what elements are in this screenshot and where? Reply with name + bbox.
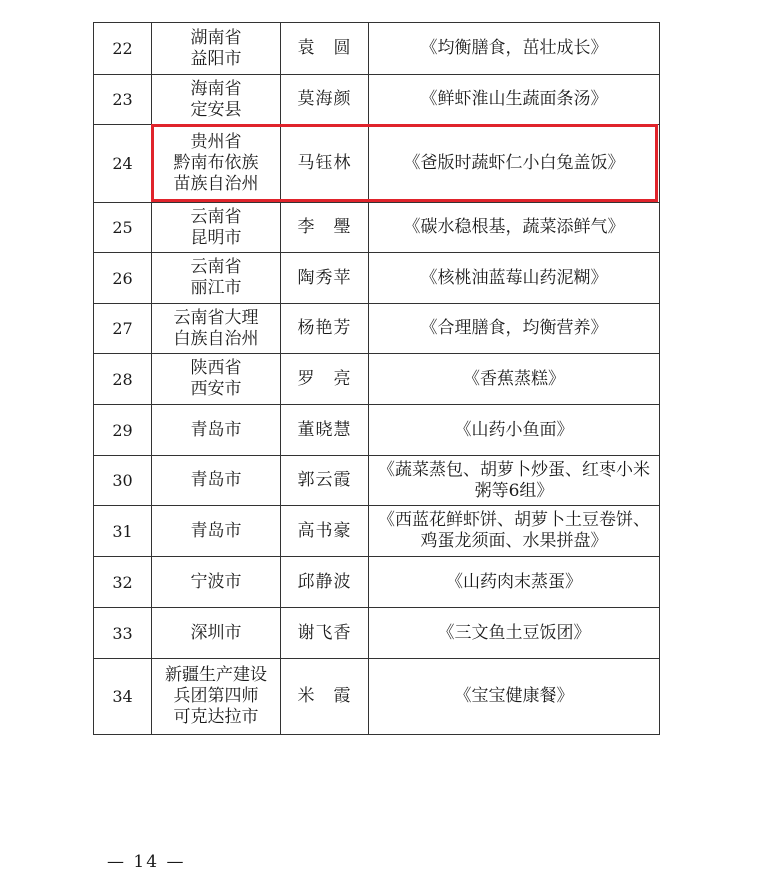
row-author-name: 谢飞香: [281, 608, 369, 659]
region-line: 黔南布依族: [173, 153, 259, 173]
row-region: [152, 659, 281, 735]
region-line: 西安市: [190, 379, 242, 399]
row-author-name: 杨艳芳: [281, 304, 369, 354]
page-number: — 14 —: [107, 852, 186, 872]
table-row: [94, 506, 660, 557]
row-number: 28: [94, 354, 152, 405]
entries-table-body: [94, 23, 660, 735]
table-row: [94, 125, 660, 203]
row-region: [152, 125, 281, 203]
region-line: 定安县: [190, 99, 242, 120]
table-row: [94, 75, 660, 125]
row-number: 30: [94, 456, 152, 506]
row-region: [152, 405, 281, 456]
row-region: [152, 354, 281, 405]
region-line: 湖南省: [190, 27, 242, 48]
row-number: 26: [94, 253, 152, 304]
region-line: 陕西省: [190, 358, 242, 378]
row-number: 24: [94, 125, 152, 203]
region-line: 白族自治州: [173, 328, 259, 349]
row-author-name: 马钰林: [281, 125, 369, 203]
region-line: 深圳市: [190, 622, 242, 643]
region-line: 丽江市: [190, 278, 242, 298]
row-work-title: 《蔬菜蒸包、胡萝卜炒蛋、红枣小米粥等6组》: [369, 456, 660, 506]
row-work-title: 《山药小鱼面》: [369, 405, 660, 456]
table-row: [94, 557, 660, 608]
entries-table: [93, 22, 660, 735]
row-region: [152, 253, 281, 304]
row-region: [152, 506, 281, 557]
row-work-title: 《核桃油蓝莓山药泥糊》: [369, 253, 660, 304]
row-work-title: 《合理膳食，均衡营养》: [369, 304, 660, 354]
region-line: 青岛市: [190, 470, 242, 490]
table-row: [94, 608, 660, 659]
row-number: 22: [94, 23, 152, 75]
row-region: [152, 23, 281, 75]
row-number: 31: [94, 506, 152, 557]
region-line: 新疆生产建设: [165, 665, 267, 685]
region-line: 贵州省: [190, 132, 242, 152]
row-work-title: 《宝宝健康餐》: [369, 659, 660, 735]
region-line: 海南省: [190, 78, 242, 99]
table-row: [94, 456, 660, 506]
table-row: [94, 253, 660, 304]
row-region: [152, 75, 281, 125]
table-row: [94, 203, 660, 253]
row-work-title: 《爸版时蔬虾仁小白兔盖饭》: [369, 125, 660, 203]
region-line: 青岛市: [190, 520, 242, 541]
region-line: 可克达拉市: [173, 707, 259, 727]
row-region: [152, 456, 281, 506]
region-line: 苗族自治州: [173, 174, 259, 194]
region-line: 青岛市: [190, 419, 242, 440]
region-line: 昆明市: [190, 227, 242, 248]
row-work-title: 《碳水稳根基，蔬菜添鲜气》: [369, 203, 660, 253]
row-work-title: 《鲜虾淮山生蔬面条汤》: [369, 75, 660, 125]
row-number: 33: [94, 608, 152, 659]
row-author-name: 陶秀苹: [281, 253, 369, 304]
row-author-name: 邱静波: [281, 557, 369, 608]
row-author-name: 莫海颜: [281, 75, 369, 125]
row-number: 34: [94, 659, 152, 735]
region-line: 云南省: [190, 206, 242, 227]
row-work-title: 《三文鱼土豆饭团》: [369, 608, 660, 659]
row-region: [152, 557, 281, 608]
table-row: [94, 405, 660, 456]
row-author-name: 高书豪: [281, 506, 369, 557]
region-line: 益阳市: [190, 48, 242, 69]
row-number: 32: [94, 557, 152, 608]
row-work-title: 《西蓝花鲜虾饼、胡萝卜土豆卷饼、鸡蛋龙须面、水果拼盘》: [369, 506, 660, 557]
region-line: 云南省大理: [173, 307, 259, 328]
row-region: [152, 203, 281, 253]
region-line: 云南省: [190, 257, 242, 277]
row-author-name: 袁 圆: [281, 23, 369, 75]
row-number: 29: [94, 405, 152, 456]
table-row: [94, 304, 660, 354]
table-row: [94, 23, 660, 75]
row-work-title: 《山药肉末蒸蛋》: [369, 557, 660, 608]
row-author-name: 郭云霞: [281, 456, 369, 506]
row-region: [152, 608, 281, 659]
table-row: [94, 659, 660, 735]
row-author-name: 罗 亮: [281, 354, 369, 405]
row-number: 23: [94, 75, 152, 125]
row-author-name: 李 璺: [281, 203, 369, 253]
region-line: 宁波市: [190, 571, 242, 592]
table-row: [94, 354, 660, 405]
row-region: [152, 304, 281, 354]
row-work-title: 《香蕉蒸糕》: [369, 354, 660, 405]
row-author-name: 董晓慧: [281, 405, 369, 456]
row-work-title: 《均衡膳食，茁壮成长》: [369, 23, 660, 75]
row-author-name: 米 霞: [281, 659, 369, 735]
region-line: 兵团第四师: [173, 686, 259, 706]
row-number: 25: [94, 203, 152, 253]
row-number: 27: [94, 304, 152, 354]
